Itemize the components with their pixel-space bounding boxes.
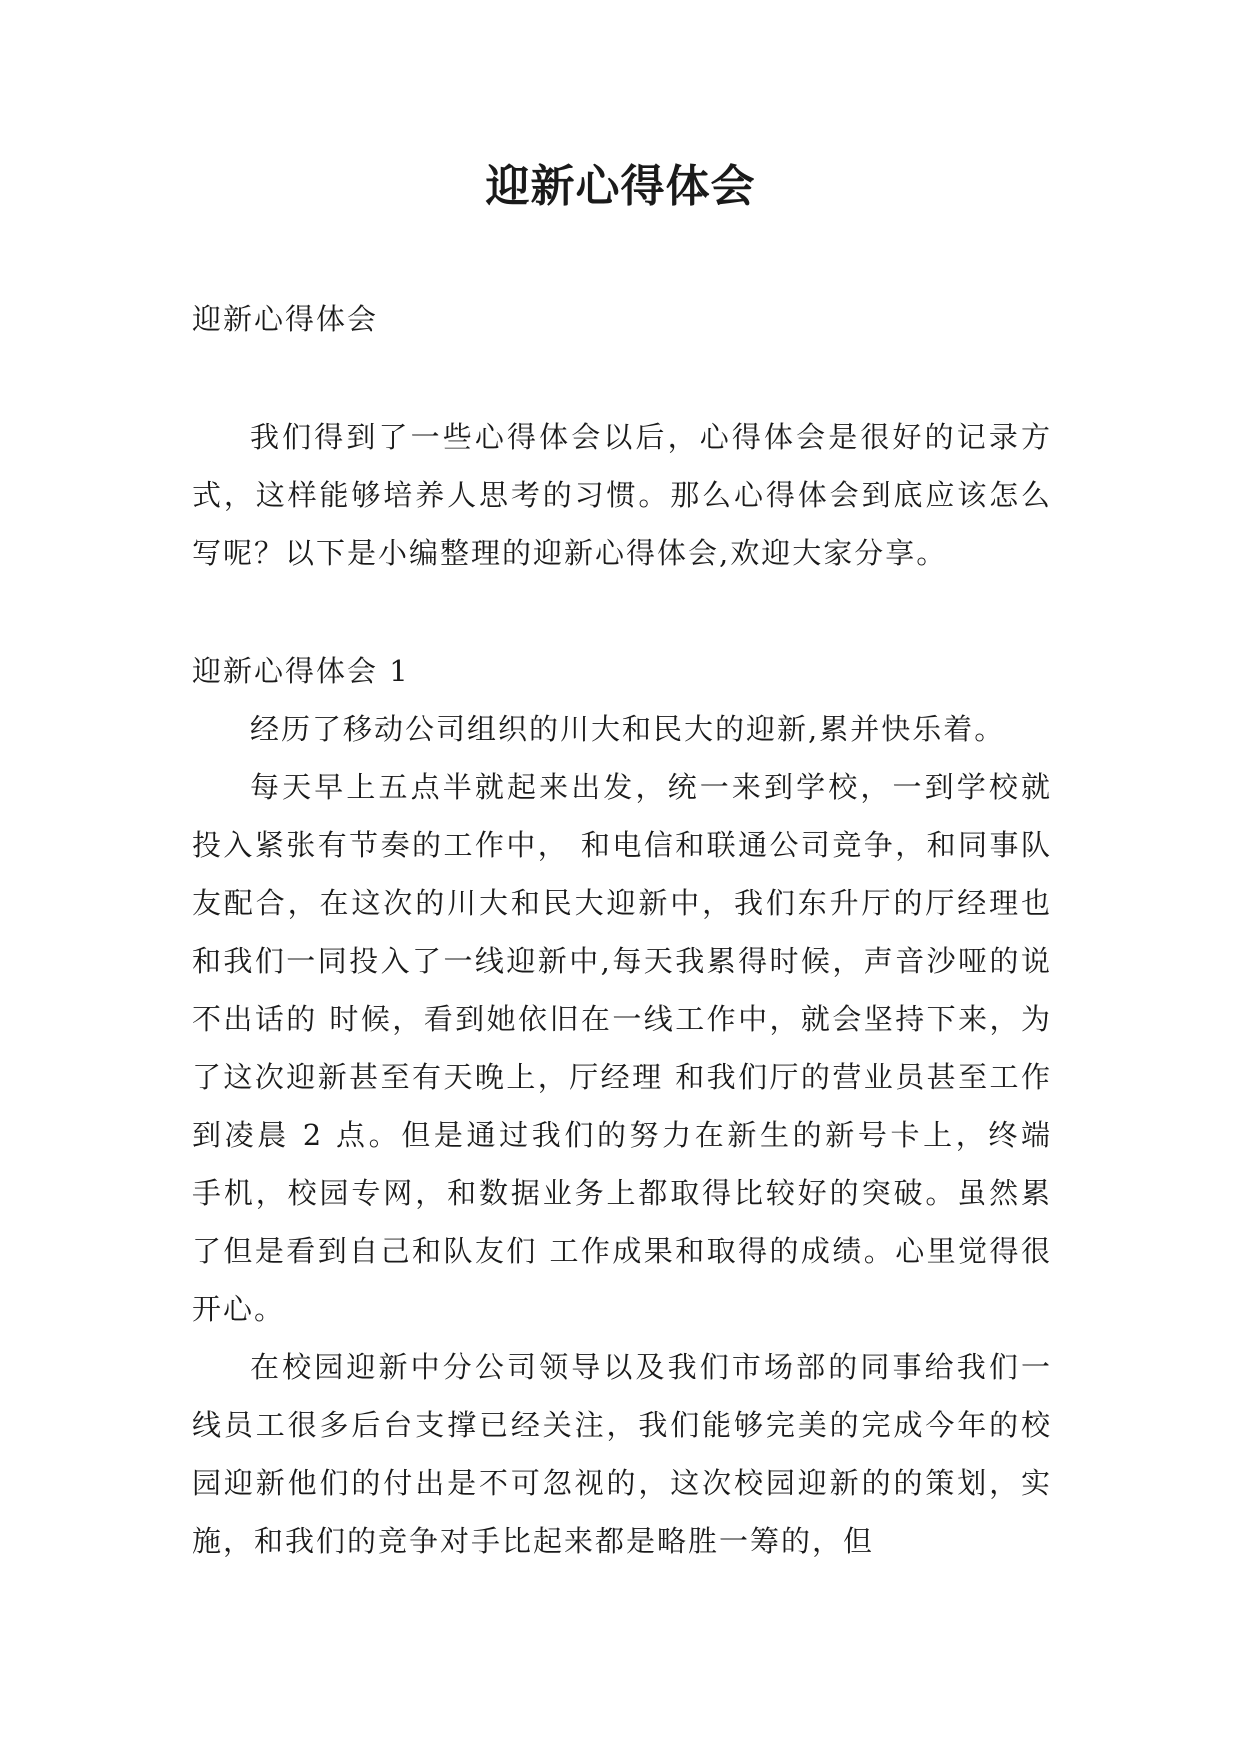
document-title: 迎新心得体会 <box>485 161 756 212</box>
intro-paragraph: 我们得到了一些心得体会以后，心得体会是很好的记录方式，这样能够培养人思考的习惯。那么心得体会到底应该怎么写呢？以下是小编整理的迎新心得体会,欢迎大家分享。 <box>192 420 1052 570</box>
body-paragraph-3: 在校园迎新中分公司领导以及我们市场部的同事给我们一线员工很多后台支撑已经关注，我们能够完美的完成今年的校园迎新他们的付出是不可忽视的，这次校园迎新的的策划，实施，和我们的竞争对手比起来都是略胜一筹的，但 <box>192 1350 1052 1558</box>
body-paragraph-1: 经历了移动公司组织的川大和民大的迎新,累并快乐着。 <box>250 712 1006 746</box>
section-heading: 迎新心得体会 1 <box>192 654 410 688</box>
body-paragraph-2: 每天早上五点半就起来出发，统一来到学校，一到学校就投入紧张有节奏的工作中， 和电信和联通公司竞争，和同事队友配合，在这次的川大和民大迎新中，我们东升厅的厅经理也和我们一同投入了一线迎新中,每天我累得时候，声音沙哑的说不出话的 时候，看到她依旧在一线工作中，就会坚持下来，为了这次迎新甚至有天晚上，厅经理 和我们厅的营业员甚至工作到凌晨 2 点。但是通过我们的努力在新生的新号卡上，终端 手机，校园专网，和数据业务上都取得比较好的突破。虽然累了但是看到自己和队友们 工作成果和取得的成绩。心里觉得很开心。 <box>192 770 1052 1326</box>
document-body <box>192 290 1052 1570</box>
document-subtitle: 迎新心得体会 <box>192 302 379 336</box>
